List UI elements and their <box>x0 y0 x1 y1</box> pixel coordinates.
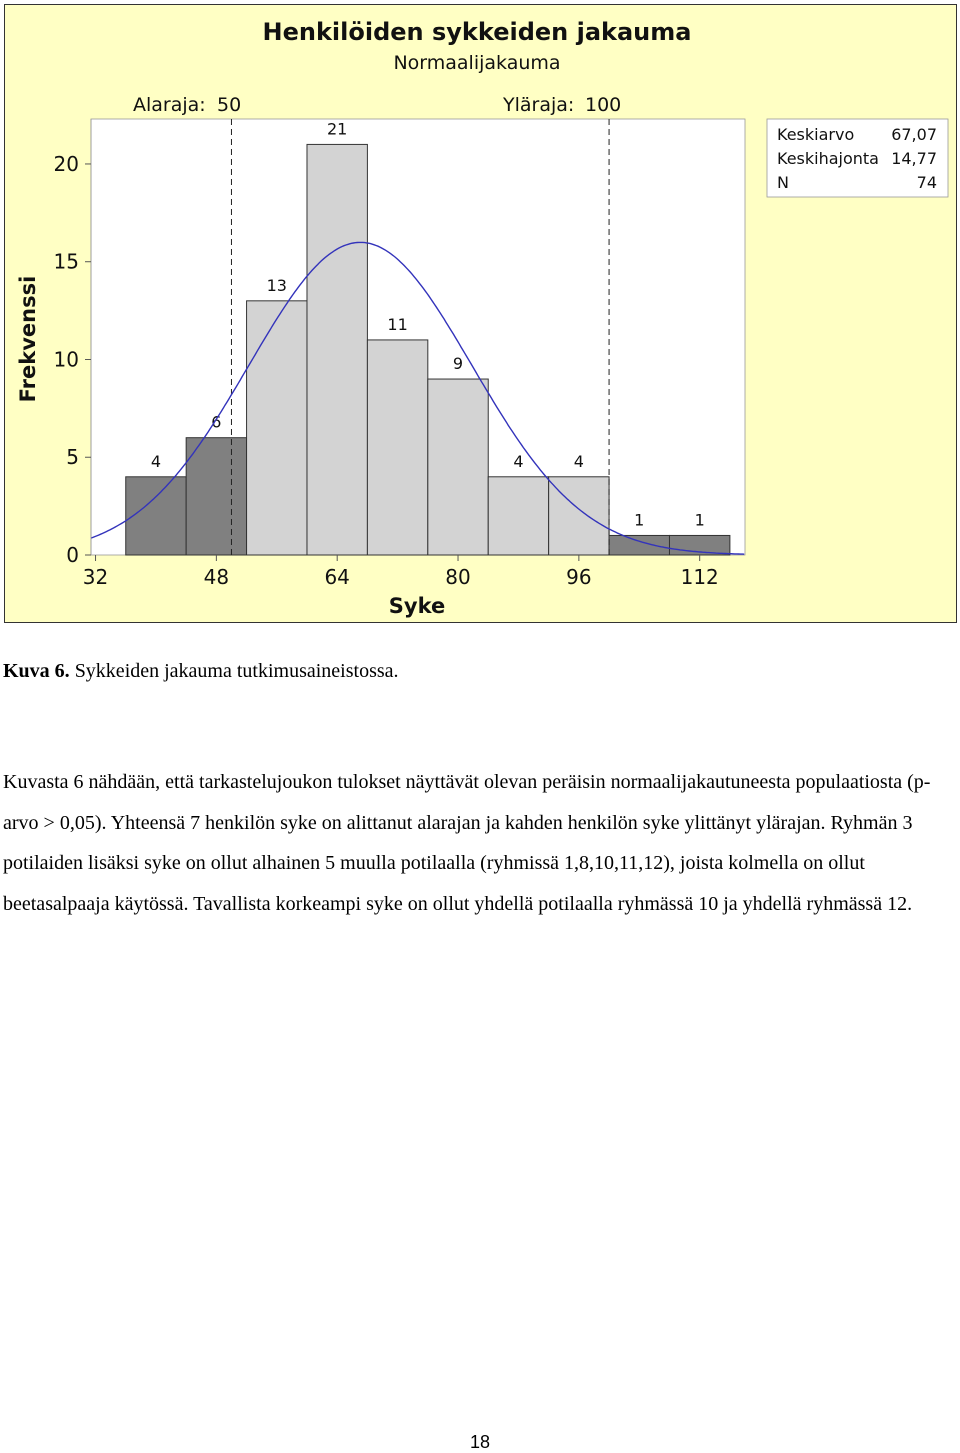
bar-0 <box>126 477 186 555</box>
y-tick-label-2: 10 <box>53 347 79 372</box>
x-tick-label-5: 112 <box>680 565 719 589</box>
upper-limit-text: Yläraja: <box>503 94 575 116</box>
bar-2 <box>247 301 307 555</box>
bar-value-label-8: 1 <box>634 510 645 530</box>
y-tick-label-3: 15 <box>53 249 79 274</box>
chart-title: Henkilöiden sykkeiden jakauma <box>262 18 692 46</box>
caption-text: Sykkeiden jakauma tutkimusaineistossa. <box>69 660 399 682</box>
bar-value-label-0: 4 <box>150 451 162 471</box>
legend-sd-label: Keskihajonta <box>777 149 879 168</box>
bar-value-label-1: 6 <box>211 412 222 432</box>
legend-sd-value: 14,77 <box>891 149 937 168</box>
x-tick-label-1: 48 <box>203 565 230 589</box>
body-paragraph: Kuvasta 6 nähdään, että tarkastelujoukon tulokset näyttävät olevan peräisin normaalijakautuneesta populaatiosta (p-arvo > 0,05). Yhteensä 7 henkilön syke on alittanut alarajan ja kahden henkilön syke ylittänyt ylärajan. Ryhmän 3 potilaiden lisäksi syke on ollut alhainen 5 muulla potilaalla (ryhmissä 1,8,10,11,12), joista kolmella on ollut beetasalpaaja käytössä. Tavallista korkeampi syke on ollut yhdellä potilaalla ryhmässä 10 ja yhdellä ryhmässä 12. <box>3 771 931 916</box>
y-axis-label: Frekvenssi <box>16 275 40 403</box>
bar-5 <box>428 379 488 555</box>
figure-caption <box>3 660 399 683</box>
page-number: 18 <box>469 1432 491 1452</box>
bar-value-label-4: 11 <box>387 314 408 334</box>
x-tick-label-3: 80 <box>445 565 471 589</box>
legend-mean-value: 67,07 <box>891 125 937 144</box>
x-axis-label: Syke <box>388 594 446 618</box>
bar-7 <box>549 477 609 555</box>
bar-value-label-9: 1 <box>694 510 705 530</box>
x-axis <box>83 555 719 589</box>
upper-limit-value: 100 <box>585 94 622 116</box>
histogram-chart <box>4 4 957 623</box>
bar-value-label-3: 21 <box>327 119 348 139</box>
lower-limit-label <box>133 94 241 116</box>
bar-8 <box>609 535 669 555</box>
caption-label: Kuva 6. <box>3 660 70 682</box>
chart-subtitle: Normaalijakauma <box>393 52 561 74</box>
x-tick-label-2: 64 <box>324 565 350 589</box>
lower-limit-value: 50 <box>217 94 242 116</box>
bar-6 <box>488 477 548 555</box>
bar-1 <box>186 438 246 555</box>
bar-3 <box>307 144 367 555</box>
legend-mean-label: Keskiarvo <box>777 125 855 144</box>
upper-limit-label <box>502 94 621 116</box>
x-tick-label-4: 96 <box>566 565 592 589</box>
y-tick-label-0: 0 <box>66 543 79 567</box>
bar-value-label-7: 4 <box>573 451 584 471</box>
y-tick-label-4: 20 <box>53 151 79 176</box>
bar-value-label-5: 9 <box>452 354 464 374</box>
legend-n-value: 74 <box>916 173 937 192</box>
chart-canvas <box>5 5 958 624</box>
bar-4 <box>367 340 427 555</box>
bar-value-label-2: 13 <box>266 275 287 295</box>
y-tick-label-1: 5 <box>66 445 79 470</box>
y-axis <box>54 119 91 567</box>
bar-value-label-6: 4 <box>513 451 524 471</box>
legend-n-label: N <box>777 173 789 192</box>
lower-limit-text: Alaraja: <box>133 94 206 116</box>
legend-box <box>767 119 948 197</box>
x-tick-label-0: 32 <box>82 565 109 589</box>
